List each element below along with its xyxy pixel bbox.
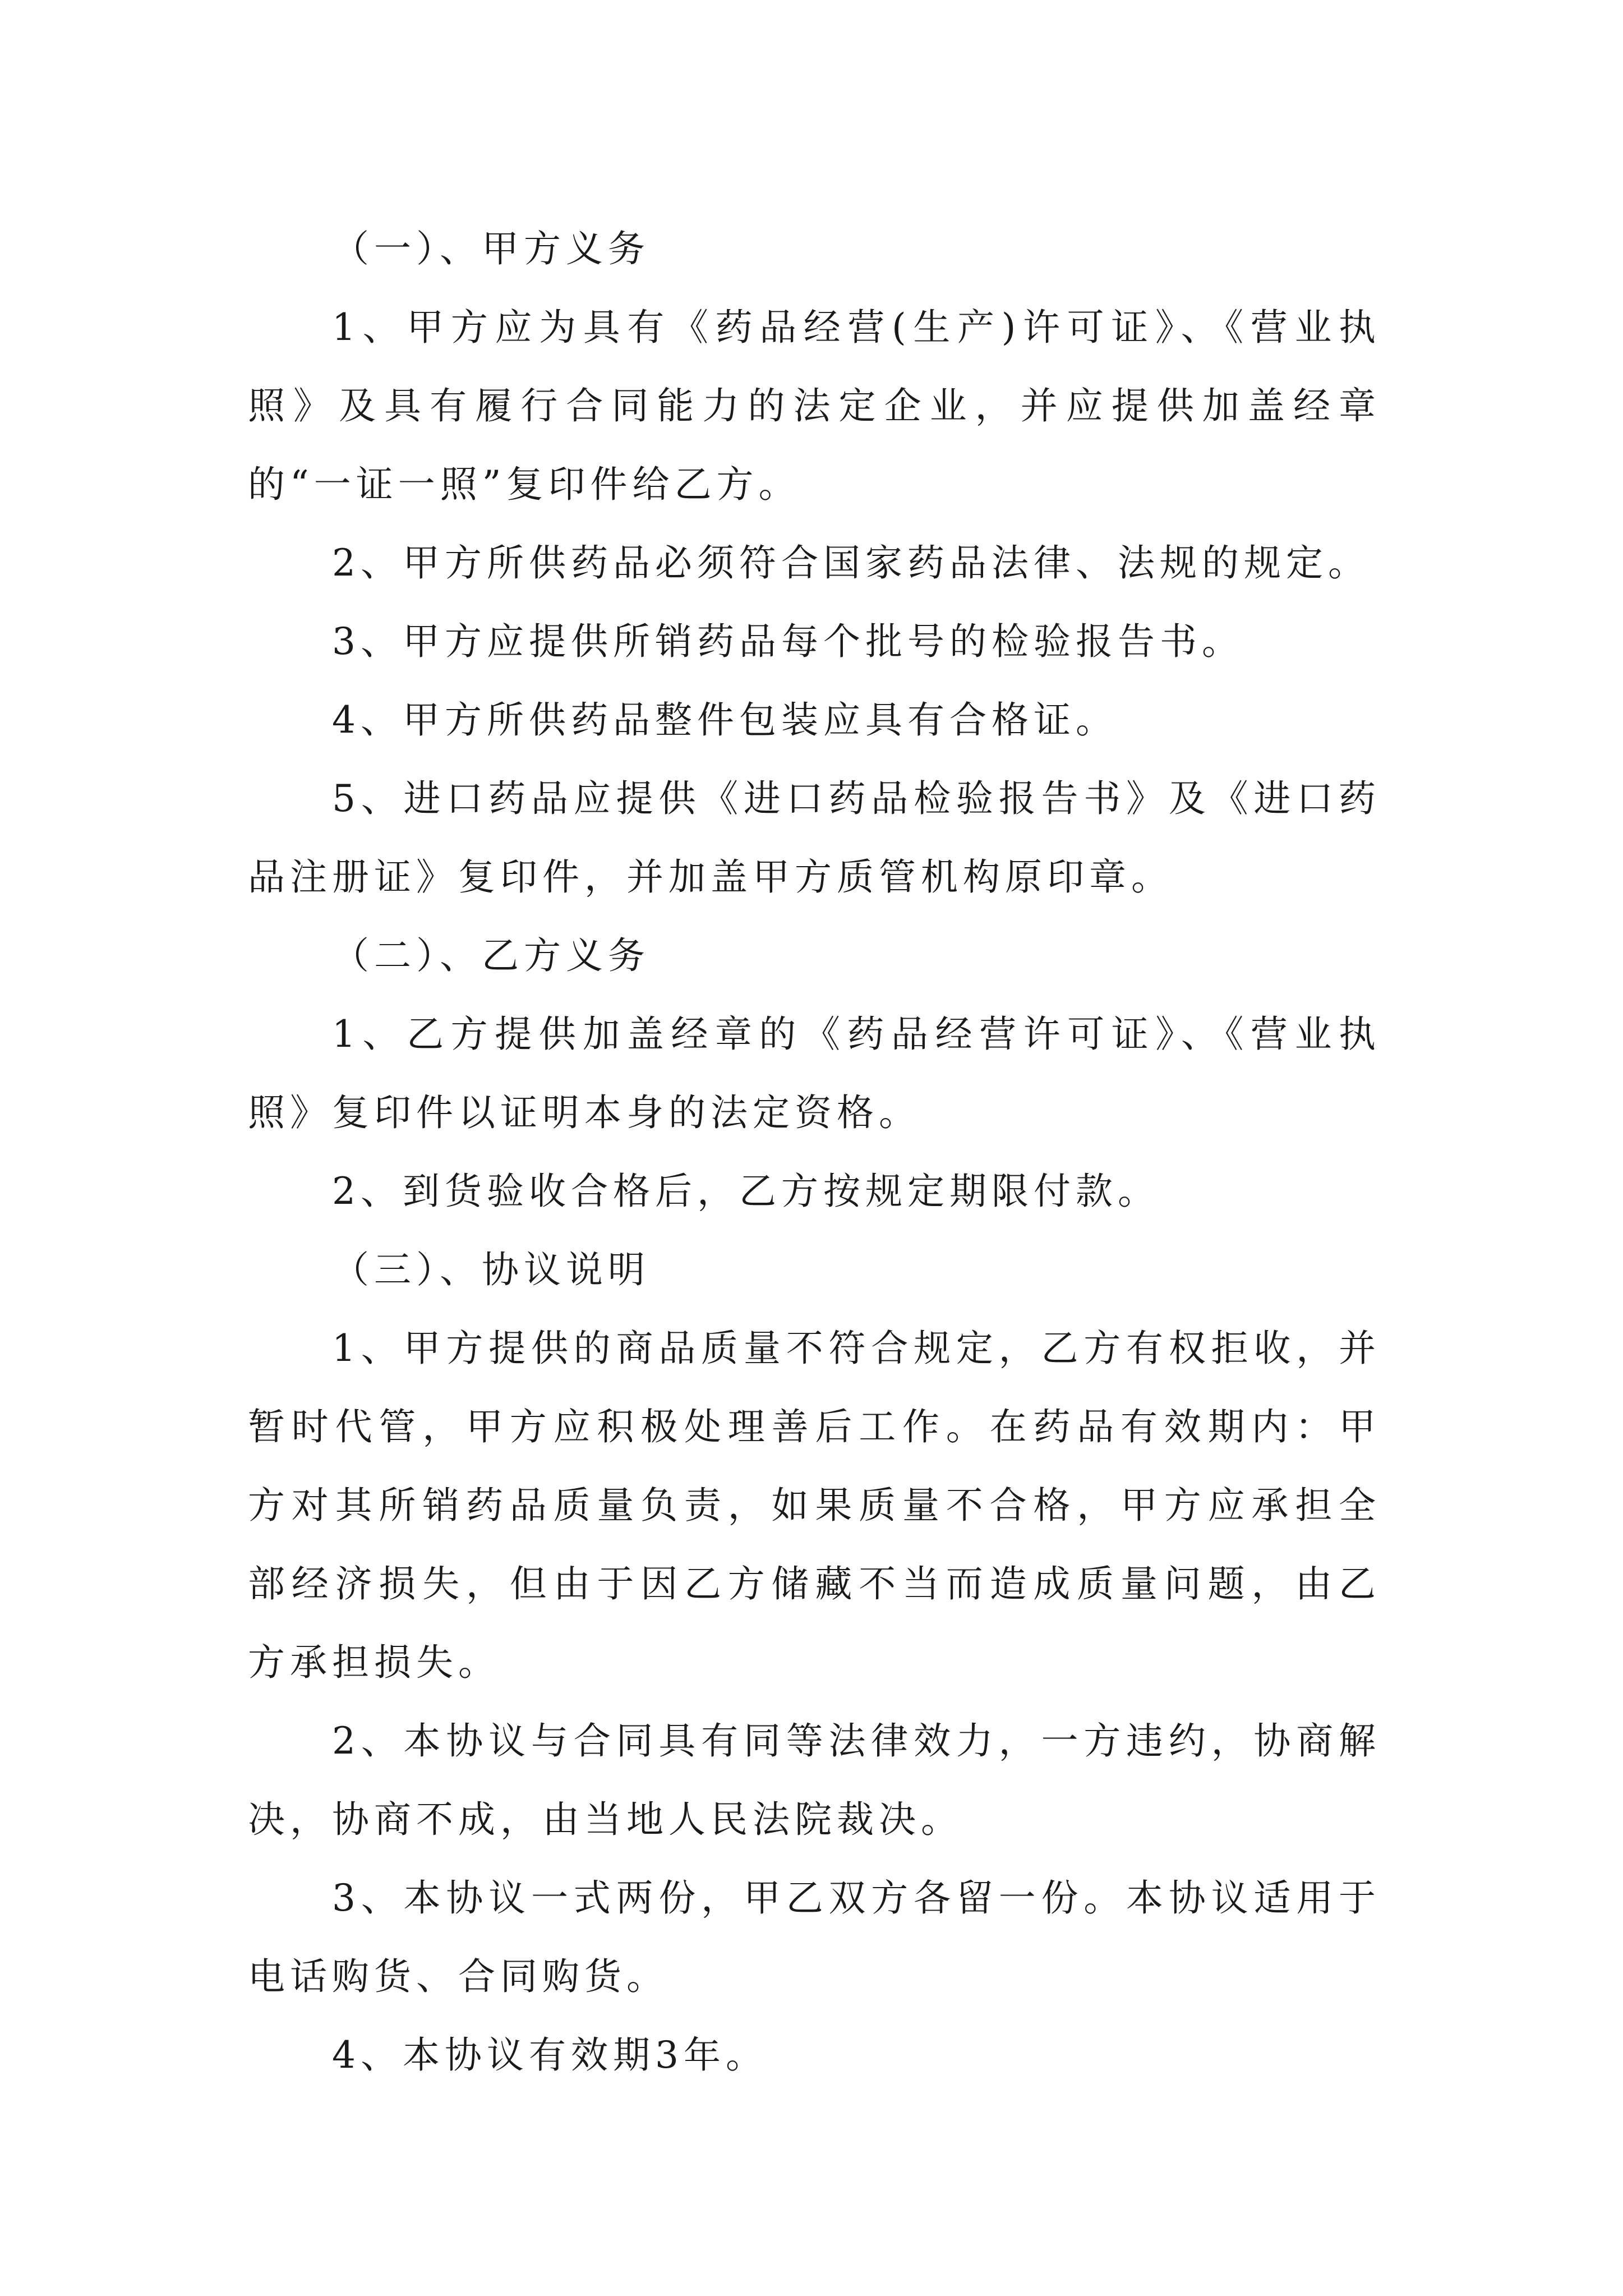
section-heading-party-b-obligations: （二）、乙方义务: [332, 934, 650, 977]
clause-a5: 5、进口药品应提供《进口药品检验报告书》及《进口药品注册证》复印件，并加盖甲方质管机构原印章。: [248, 777, 1381, 899]
section-heading-party-a-obligations: （一）、甲方义务: [332, 227, 650, 270]
clause-c1: 1、甲方提供的商品质量不符合规定，乙方有权拒收，并暂时代管，甲方应积极处理善后工作。在药品有效期内：甲方对其所销药品质量负责，如果质量不合格，甲方应承担全部经济损失，但由于因乙方储藏不当而造成质量问题，由乙方承担损失。: [248, 1327, 1381, 1684]
clause-c4: 4、本协议有效期3年。: [332, 2033, 768, 2077]
clause-b2: 2、到货验收合格后，乙方按规定期限付款。: [332, 1170, 1160, 1213]
clause-c3: 3、本协议一式两份，甲乙双方各留一份。本协议适用于电话购货、合同购货。: [248, 1876, 1381, 1998]
clause-a4: 4、甲方所供药品整件包装应具有合格证。: [332, 698, 1118, 742]
clause-a2: 2、甲方所供药品必须符合国家药品法律、法规的规定。: [332, 541, 1370, 585]
clause-b1: 1、乙方提供加盖经章的《药品经营许可证》、《营业执照》复印件以证明本身的法定资格。: [248, 1013, 1381, 1134]
clause-c2: 2、本协议与合同具有同等法律效力，一方违约，协商解决，协商不成，由当地人民法院裁决。: [248, 1719, 1381, 1841]
clause-a3: 3、甲方应提供所销药品每个批号的检验报告书。: [332, 620, 1244, 663]
clause-a1: 1、甲方应为具有《药品经营(生产)许可证》、《营业执照》及具有履行合同能力的法定企业，并应提供加盖经章的“一证一照”复印件给乙方。: [248, 306, 1381, 506]
document-body: [248, 210, 1381, 2095]
section-heading-agreement-notes: （三）、协议说明: [332, 1248, 650, 1291]
